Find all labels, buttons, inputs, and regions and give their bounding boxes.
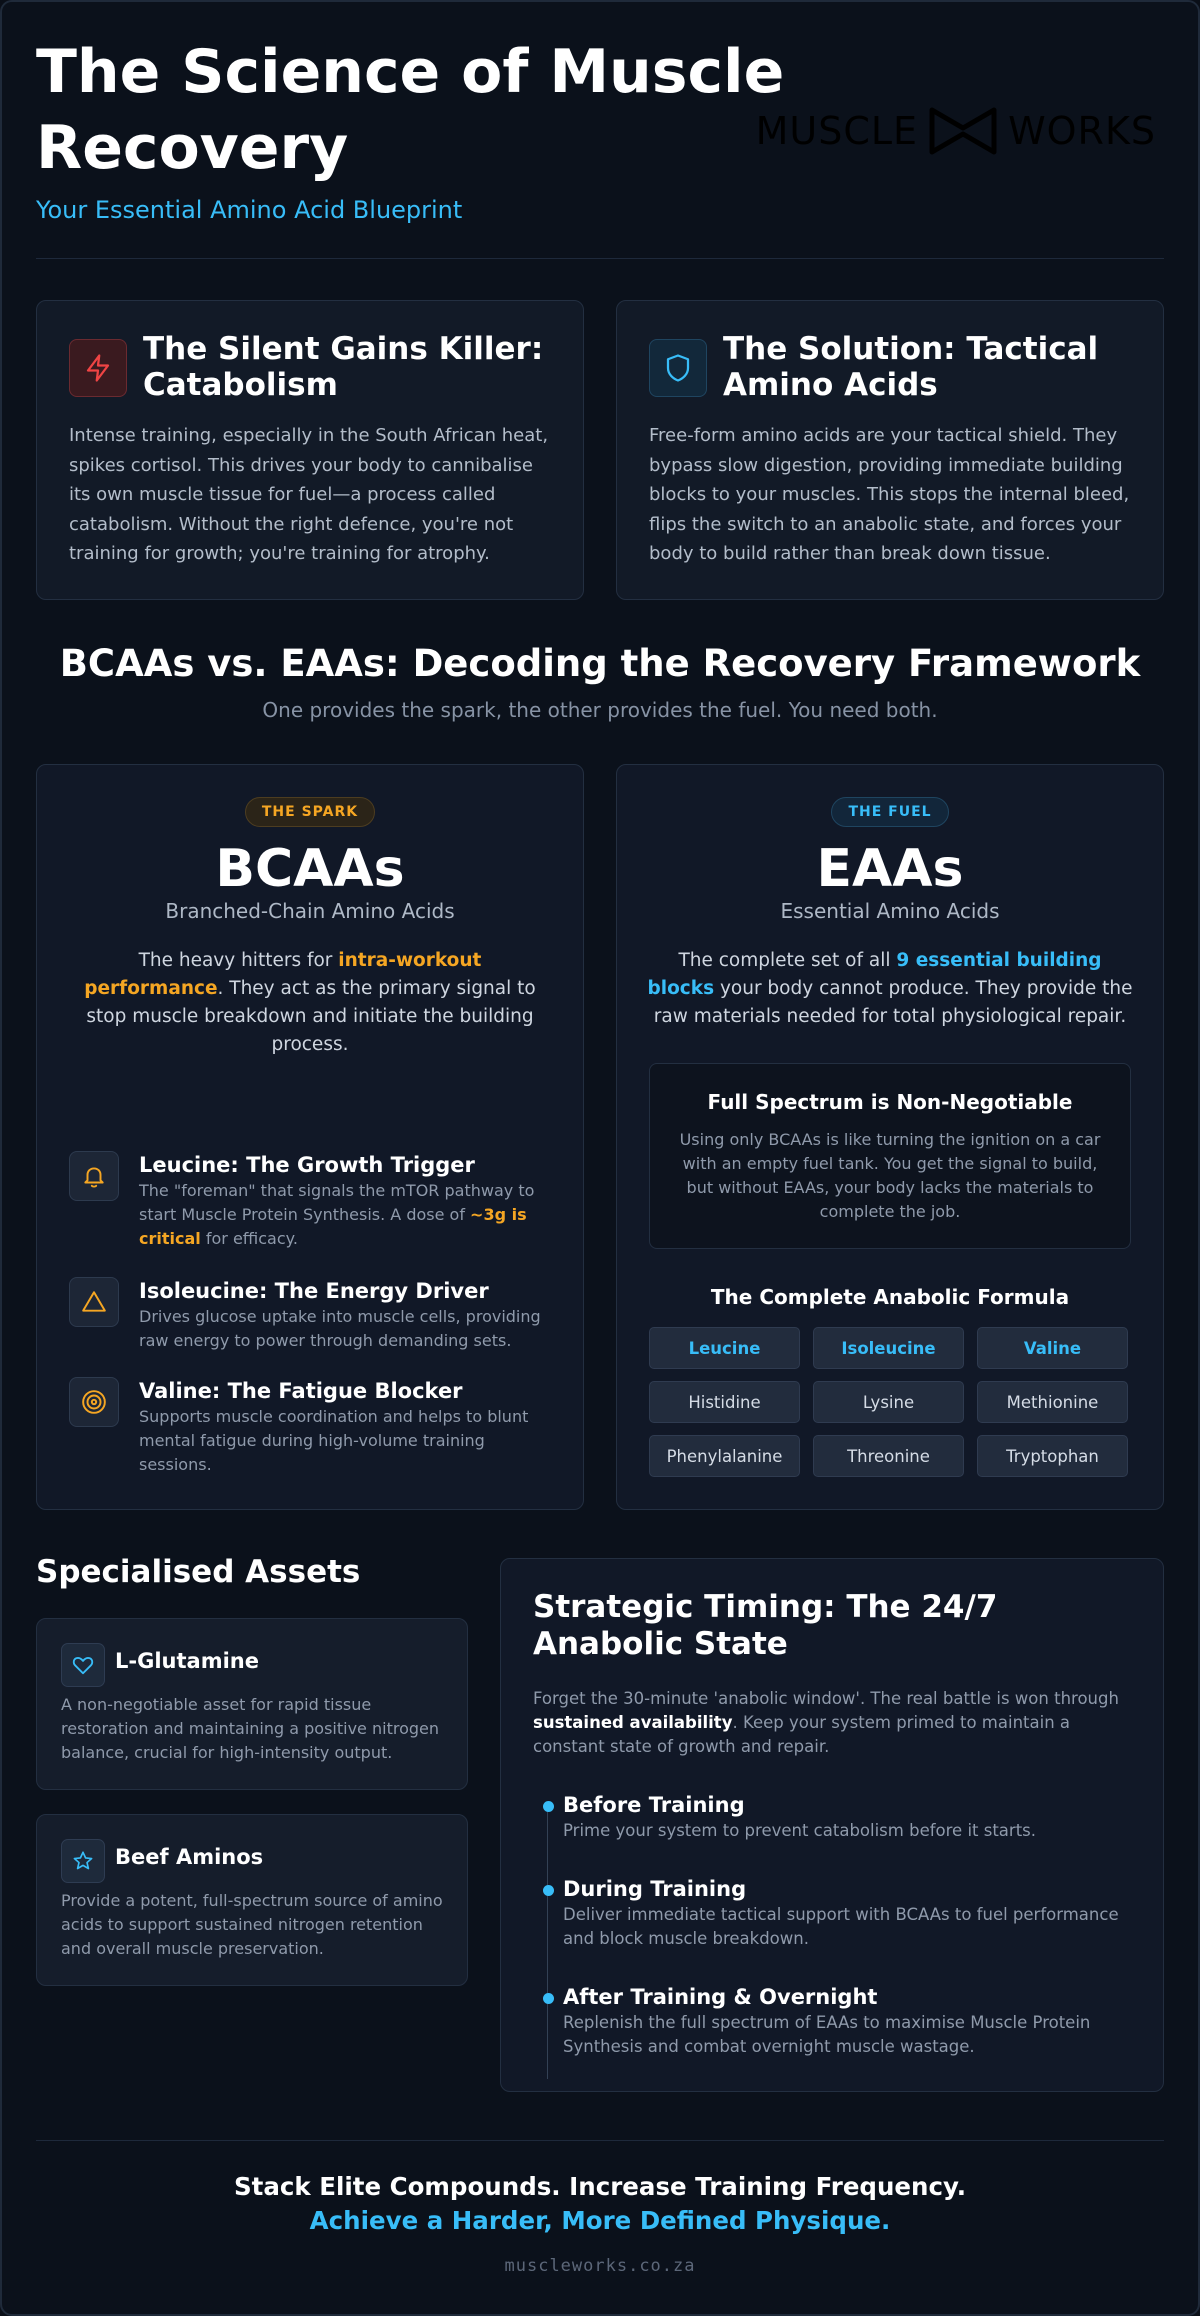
amino-tag: Threonine <box>813 1435 964 1477</box>
asset-name: L-Glutamine <box>115 1649 259 1673</box>
item-text: Drives glucose uptake into muscle cells, providing raw energy to power through demanding sets. <box>139 1307 541 1350</box>
item-text-highlight: ~3g is critical <box>139 1205 527 1248</box>
eaa-callout <box>649 1063 1131 1249</box>
footer-line-2: Achieve a Harder, More Defined Physique. <box>309 2206 891 2235</box>
formula-title: The Complete Anabolic Formula <box>710 1285 1070 1309</box>
asset-card-glutamine <box>36 1618 468 1790</box>
bcaa-card <box>36 764 584 1510</box>
problem-body: Intense training, especially in the South African heat, spikes cortisol. This drives your body to cannibalise its own muscle tissue for fuel—a process called catabolism. Without the right defence, you're not training for growth; you're training for atrophy. <box>69 425 549 564</box>
heart-icon <box>61 1643 105 1687</box>
timing-intro-bold: sustained availability <box>533 1713 733 1732</box>
bcaa-desc-text: The heavy hitters for <box>138 950 339 971</box>
bcaa-desc-highlight: intra-workout performance <box>84 950 482 999</box>
logo-emblem-icon <box>928 106 998 156</box>
item-text-end: for efficacy. <box>200 1229 298 1248</box>
triangle-icon <box>69 1277 119 1327</box>
framework-title: BCAAs vs. EAAs: Decoding the Recovery Framework <box>59 642 1141 685</box>
timing-intro <box>533 1687 1131 1759</box>
page-title: The Science of Muscle Recovery <box>36 37 785 183</box>
bcaa-desc-text-end: . They act as the primary signal to stop muscle breakdown and initiate the building process. <box>86 978 536 1055</box>
amino-tag: Phenylalanine <box>649 1435 800 1477</box>
item-title: Leucine: The Growth Trigger <box>139 1153 475 1177</box>
bcaa-item-leucine <box>69 1151 551 1251</box>
asset-text: Provide a potent, full-spectrum source of amino acids to support sustained nitrogen retention and overall muscle preservation. <box>61 1891 443 1958</box>
bcaa-description <box>67 947 553 1059</box>
eaa-desc-text: The complete set of all <box>678 950 897 971</box>
problem-card <box>36 300 584 600</box>
item-text <box>139 1179 551 1251</box>
asset-card-beef-aminos <box>36 1814 468 1986</box>
target-icon <box>69 1377 119 1427</box>
timeline-dot <box>543 1801 554 1812</box>
step-text: Replenish the full spectrum of EAAs to maximise Muscle Protein Synthesis and combat overnight muscle wastage. <box>563 2013 1091 2056</box>
logo-text-left: MUSCLE <box>755 109 919 153</box>
amino-tag: Valine <box>977 1327 1128 1369</box>
lightning-icon <box>69 339 127 397</box>
star-icon <box>61 1839 105 1883</box>
brand-logo <box>756 106 1156 156</box>
item-text: Supports muscle coordination and helps to blunt mental fatigue during high-volume training sessions. <box>139 1407 529 1474</box>
shield-icon <box>649 339 707 397</box>
amino-tag: Tryptophan <box>977 1435 1128 1477</box>
eaa-card <box>616 764 1164 1510</box>
solution-card <box>616 300 1164 600</box>
footer-divider <box>36 2140 1164 2141</box>
amino-tag: Lysine <box>813 1381 964 1423</box>
eaa-desc-text-end: your body cannot produce. They provide the raw materials needed for total physiological repair. <box>653 978 1133 1027</box>
amino-tag: Leucine <box>649 1327 800 1369</box>
timing-card <box>500 1558 1164 2092</box>
bcaa-item-valine <box>69 1377 551 1477</box>
asset-text: A non-negotiable asset for rapid tissue restoration and maintaining a positive nitrogen balance, crucial for high-intensity output. <box>61 1695 439 1762</box>
callout-title: Full Spectrum is Non-Negotiable <box>707 1090 1073 1114</box>
step-title: Before Training <box>563 1793 745 1817</box>
solution-title: The Solution: Tactical Amino Acids <box>723 331 1099 403</box>
eaa-full-name: Essential Amino Acids <box>780 899 1000 923</box>
logo-text-right: WORKS <box>1008 109 1156 153</box>
header <box>36 34 1164 224</box>
timeline-dot <box>543 1885 554 1896</box>
item-title: Isoleucine: The Energy Driver <box>139 1279 489 1303</box>
item-text-start: The "foreman" that signals the mTOR pathway to start Muscle Protein Synthesis. A dose of <box>139 1181 535 1224</box>
eaa-badge: THE FUEL <box>831 797 948 827</box>
footer-line-1: Stack Elite Compounds. Increase Training Frequency. <box>233 2172 967 2201</box>
header-divider <box>36 258 1164 259</box>
bcaa-badge: THE SPARK <box>245 797 375 827</box>
framework-subtitle: One provides the spark, the other provides the fuel. You need both. <box>262 698 938 722</box>
amino-tag: Methionine <box>977 1381 1128 1423</box>
eaa-name: EAAs <box>816 839 964 899</box>
timing-intro-text: Forget the 30-minute 'anabolic window'. The real battle is won through <box>533 1689 1119 1708</box>
problem-title: The Silent Gains Killer: Catabolism <box>143 331 544 403</box>
solution-body: Free-form amino acids are your tactical shield. They bypass slow digestion, providing immediate building blocks to your muscles. This stops the internal bleed, flips the switch to an anabolic state, and forces your body to build rather than break down tissue. <box>649 425 1130 564</box>
step-title: After Training & Overnight <box>563 1985 878 2009</box>
bcaa-item-isoleucine <box>69 1277 551 1353</box>
timing-step-during <box>553 1875 1123 1951</box>
page-subtitle: Your Essential Amino Acid Blueprint <box>36 196 463 224</box>
asset-name: Beef Aminos <box>115 1845 264 1869</box>
bcaa-name: BCAAs <box>215 839 405 899</box>
eaa-description <box>647 947 1133 1031</box>
bell-icon <box>69 1151 119 1201</box>
assets-title: Specialised Assets <box>36 1554 361 1590</box>
timeline-line <box>547 1807 548 2079</box>
amino-tag: Isoleucine <box>813 1327 964 1369</box>
timing-title: Strategic Timing: The 24/7 Anabolic State <box>533 1589 998 1662</box>
step-text: Prime your system to prevent catabolism before it starts. <box>563 1821 1037 1840</box>
timing-intro-text-end: . Keep your system primed to maintain a constant state of growth and repair. <box>533 1713 1071 1756</box>
bcaa-full-name: Branched-Chain Amino Acids <box>165 899 455 923</box>
amino-tag: Histidine <box>649 1381 800 1423</box>
step-title: During Training <box>563 1877 747 1901</box>
step-text: Deliver immediate tactical support with BCAAs to fuel performance and block muscle breakdown. <box>563 1905 1119 1948</box>
timeline-dot <box>543 1993 554 2004</box>
timing-step-before <box>553 1791 1123 1843</box>
item-title: Valine: The Fatigue Blocker <box>139 1379 463 1403</box>
footer-url[interactable]: muscleworks.co.za <box>504 2256 696 2276</box>
callout-text: Using only BCAAs is like turning the ignition on a car with an empty fuel tank. You get the signal to build, but without EAAs, your body lacks the materials to complete the job. <box>679 1130 1101 1221</box>
eaa-desc-highlight: 9 essential building blocks <box>647 950 1102 999</box>
timing-step-after <box>553 1983 1123 2059</box>
